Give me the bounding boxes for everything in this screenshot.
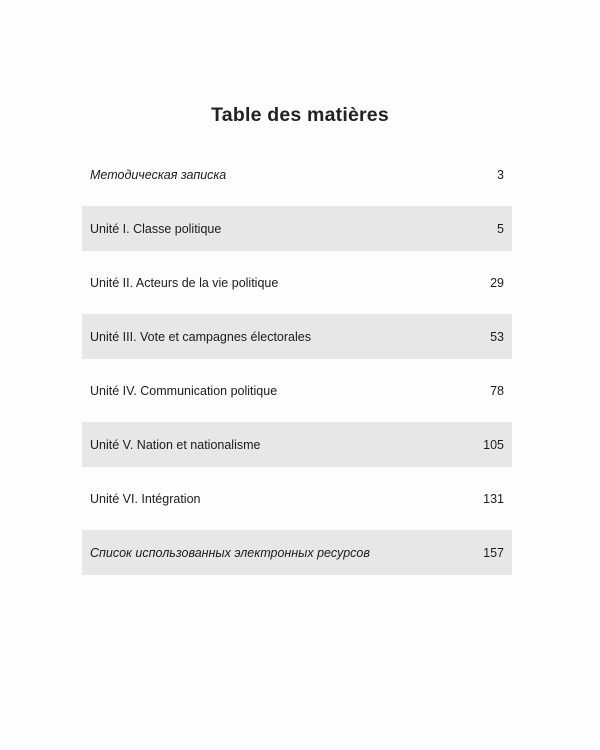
toc-entry-label: Unité III. Vote et campagnes électorales	[90, 329, 311, 344]
toc-entry-page: 78	[490, 383, 504, 398]
toc-entry-unit-3	[82, 314, 512, 359]
toc-entry-page: 3	[497, 167, 504, 182]
toc-entry-page: 29	[490, 275, 504, 290]
toc-entry-page: 157	[483, 545, 504, 560]
toc-entry-unit-6	[82, 476, 512, 521]
toc-entry-label: Unité IV. Communication politique	[90, 383, 278, 398]
toc-entry-unit-4	[82, 368, 512, 413]
table-of-contents	[82, 152, 512, 584]
toc-entry-label: Методическая записка	[90, 167, 227, 182]
toc-entry-label: Unité V. Nation et nationalisme	[90, 437, 261, 452]
toc-entry-resources	[82, 530, 512, 575]
toc-entry-unit-2	[82, 260, 512, 305]
toc-entry-page: 131	[483, 491, 504, 506]
toc-entry-page: 105	[483, 437, 504, 452]
toc-entry-label: Список использованных электронных ресурсов	[90, 545, 370, 560]
toc-entry-label: Unité II. Acteurs de la vie politique	[90, 275, 279, 290]
toc-entry-unit-5	[82, 422, 512, 467]
toc-entry-foreword	[82, 152, 512, 197]
toc-entry-label: Unité I. Classe politique	[90, 221, 222, 236]
toc-entry-page: 53	[490, 329, 504, 344]
toc-entry-unit-1	[82, 206, 512, 251]
toc-entry-label: Unité VI. Intégration	[90, 491, 201, 506]
page-title: Table des matières	[211, 104, 389, 126]
toc-entry-page: 5	[497, 221, 504, 236]
